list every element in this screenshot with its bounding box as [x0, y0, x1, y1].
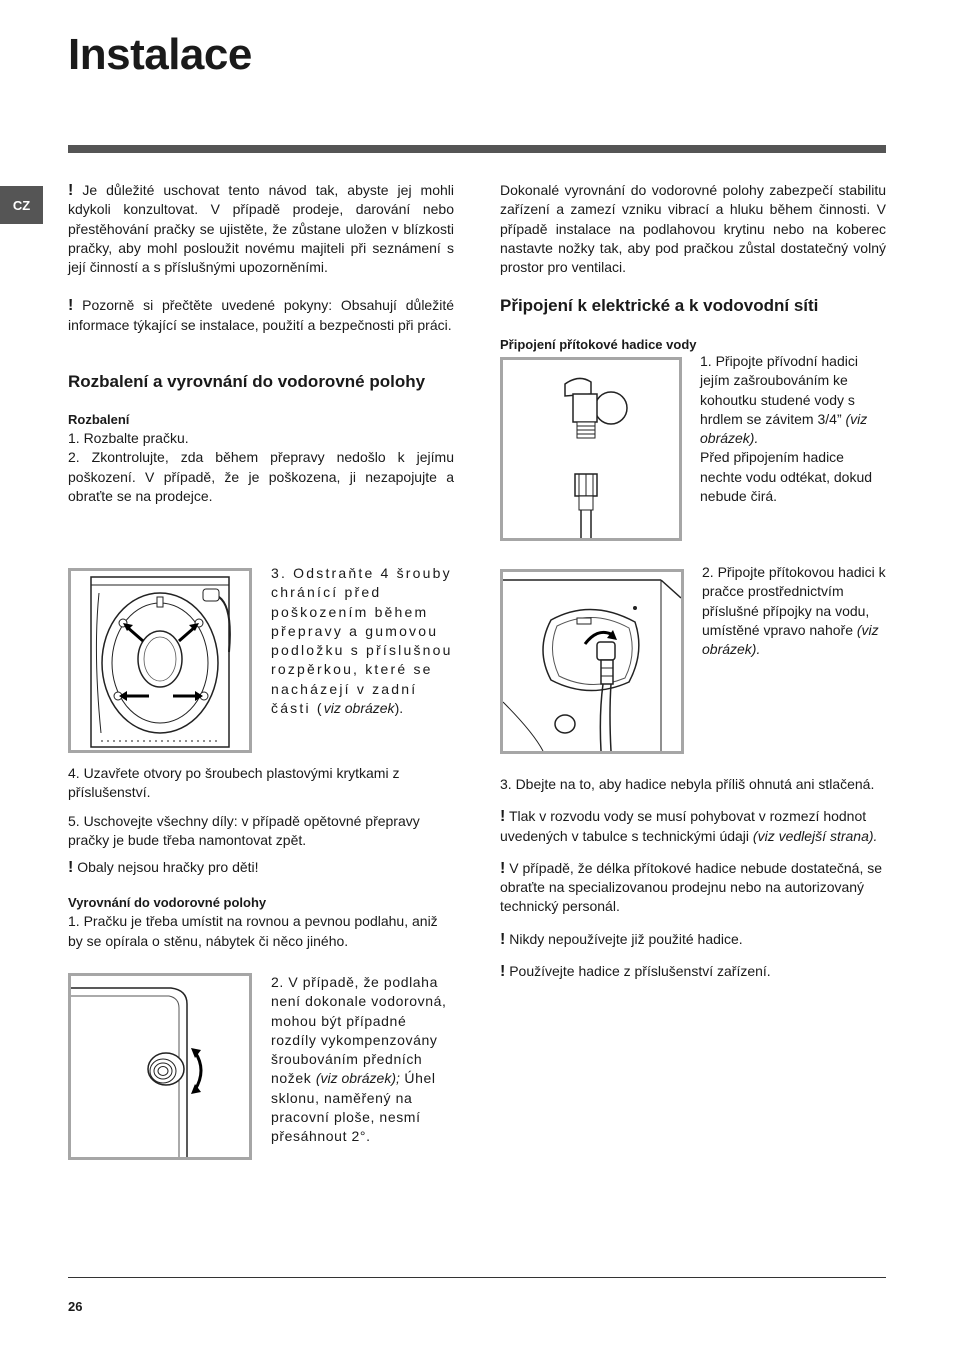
right-column-lower	[500, 775, 886, 981]
subsection-title-unpacking: Rozbalení	[68, 412, 130, 428]
hose-step-1: 1. Připojte přívodní hadici jejím zašroubováním ke kohoutku studené vody s hrdlem se závitem 3/4” (viz obrázek). Před připojením hadice nechte vodu odtékat, dokud nebude čirá.	[700, 353, 873, 505]
language-tab: CZ	[0, 186, 43, 224]
footer-divider	[68, 1277, 886, 1278]
hose-length-warning: ! V případě, že délka přítokové hadice nebude dostatečná, se obraťte na specializovanou prodejnu nebo na autorizovaný technický personál.	[500, 859, 883, 915]
warning-mark: !	[500, 963, 506, 981]
hose-step-3: 3. Dbejte na to, aby hadice nebyla příliš ohnutá ani stlačená.	[500, 776, 875, 792]
machine-back-illustration	[71, 571, 249, 750]
level-step-2: 2. V případě, že podlaha není dokonale vodorovná, mohou být případné rozdíly vykompenzovány šroubováním předních nožek (viz obrázek); Úhel sklonu, naměřený na pracovní ploše, nesmí přesáhnout 2°.	[271, 974, 447, 1145]
figure-adjustable-foot	[68, 973, 252, 1160]
step-1: 1. Rozbalte pračku.	[68, 430, 189, 447]
leveling-paragraph: Dokonalé vyrovnání do vodorovné polohy zabezpečí stabilitu zařízení a zamezí vzniku vibrací a hluku během činnosti. V případě instalace na podlahovou krytinu nebo na koberec nastavte nožky tak, aby pod pračkou zůstal dostatečný volný prostor pro ventilaci.	[500, 182, 886, 276]
left-column-lower	[68, 764, 454, 951]
page-number: 26	[68, 1299, 83, 1314]
step-4: 4. Uzavřete otvory po šroubech plastovými krytkami z příslušenství.	[68, 765, 400, 801]
section-title-connection: Připojení k elektrické a k vodovodní síti	[500, 296, 819, 316]
step-5: 5. Uschovejte všechny díly: v případě opětovné přepravy pračky je bude třeba namontovat zpět.	[68, 812, 420, 848]
subsection-title-leveling: Vyrovnání do vodorovné polohy	[68, 895, 267, 911]
figure-machine-back	[68, 568, 252, 753]
notice-paragraph: ! Pozorně si přečtěte uvedené pokyny: Obsahují důležité informace týkající se instalace, použití a bezpečnosti při práci.	[68, 297, 454, 333]
accessory-hose-warning: ! Používejte hadice z příslušenství zařízení.	[500, 963, 771, 981]
intro-paragraph: ! Je důležité uschovat tento návod tak, abyste jej mohli kdykoli konzultovat. V případě prodeje, darování nebo přestěhování pračky se ujistěte, že zůstane uložen v blízkosti pračky, aby mohl posloužit novému majiteli při seznámení s její činností a s příslušnými upozorněními.	[68, 182, 455, 276]
children-warning: ! Obaly nejsou hračky pro děti!	[68, 859, 259, 877]
step-3: 3. Odstraňte 4 šrouby chránící před poškozením během přepravy a gumovou podložku s příslušnou rozpěrkou, které se nacházejí v zadní části (viz obrázek).	[271, 565, 453, 717]
hose-step-2: 2. Připojte přítokovou hadici k pračce prostřednictvím příslušné přípojky na vodu, umístěné vpravo nahoře (viz obrázek).	[702, 564, 886, 658]
used-hose-warning: ! Nikdy nepoužívejte již použité hadice.	[500, 930, 743, 948]
header-divider	[68, 145, 886, 153]
section-title-unpacking: Rozbalení a vyrovnání do vodorovné polohy	[68, 372, 426, 392]
warning-mark: !	[500, 808, 506, 826]
figure-tap-hose	[500, 357, 682, 541]
warning-mark: !	[500, 930, 506, 948]
adjustable-foot-illustration	[71, 976, 249, 1157]
subsection-title-hose: Připojení přítokové hadice vody	[500, 337, 697, 353]
warning-mark: !	[500, 859, 506, 877]
figure-hose-connection	[500, 569, 684, 754]
page-title: Instalace	[68, 30, 252, 79]
warning-mark: !	[68, 859, 74, 877]
step-2: 2. Zkontrolujte, zda během přepravy nedošlo k jejímu poškození. V případě, že je poškozena, ji nezapojujte a obraťte se na prodejce.	[68, 449, 454, 504]
right-column	[500, 181, 886, 352]
warning-mark: !	[68, 182, 74, 199]
pressure-warning: ! Tlak v rozvodu vody se musí pohybovat v rozmezí hodnot uvedených v tabulce s technickými údaji (viz vedlejší strana).	[500, 808, 878, 844]
warning-mark: !	[68, 297, 74, 315]
tap-hose-illustration	[503, 360, 679, 538]
left-column	[68, 181, 454, 506]
hose-connection-illustration	[503, 572, 681, 751]
level-step-1: 1. Pračku je třeba umístit na rovnou a pevnou podlahu, aniž by se opírala o stěnu, nábytek či něco jiného.	[68, 913, 438, 949]
